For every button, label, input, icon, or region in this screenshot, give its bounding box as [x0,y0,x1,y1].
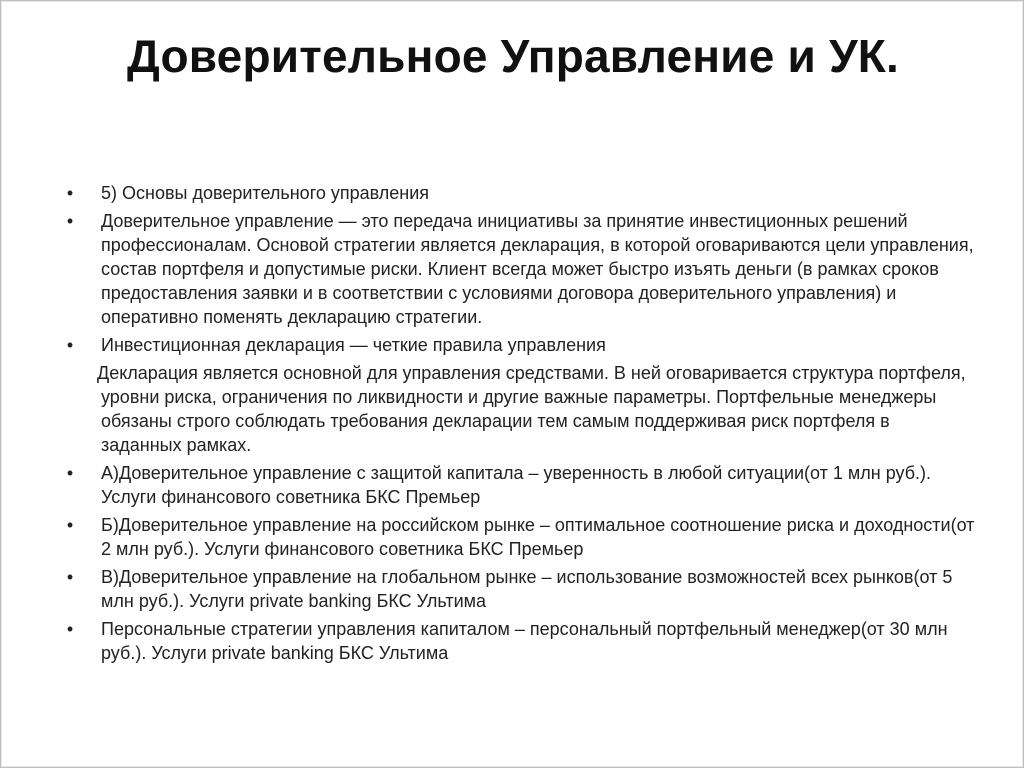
bullet-text: Инвестиционная декларация — четкие правила управления [101,335,606,355]
slide-content [63,181,975,669]
bullet-item [63,617,975,665]
bullet-icon: • [66,619,74,639]
bullet-item [63,461,975,509]
bullet-item [63,181,975,205]
bullet-text: А)Доверительное управление с защитой капитала – уверенность в любой ситуации(от 1 млн руб.). Услуги финансового советника БКС Премьер [101,463,932,507]
bullet-icon: • [66,335,74,355]
bullet-icon: • [66,211,74,231]
bullet-text: Б)Доверительное управление на российском рынке – оптимальное соотношение риска и доходности(от 2 млн руб.). Услуги финансового советника БКС Премьер [101,515,975,559]
bullet-text: В)Доверительное управление на глобальном рынке – использование возможностей всех рынков(от 5 млн руб.). Услуги private banking БКС Ультима [101,567,953,611]
bullet-item [63,333,975,357]
bullet-text: Персональные стратегии управления капиталом – персональный портфельный менеджер(от 30 млн руб.). Услуги private banking БКС Ультима [101,619,948,663]
bullet-item [63,209,975,329]
slide-title: Доверительное Управление и УК. [126,30,900,82]
paragraph-text: Декларация является основной для управления средствами. В ней оговаривается структура портфеля, уровни риска, ограничения по ликвидности и другие важные параметры. Портфельные менеджеры обязаны строго соблюдать требования декларации тем самым поддерживая риск портфеля в заданных рамках. [97,363,966,455]
declaration-paragraph [63,361,975,457]
bullet-icon: • [66,515,74,535]
bullet-icon: • [66,567,74,587]
bullet-text: 5) Основы доверительного управления [101,183,430,203]
bullet-icon: • [66,463,74,483]
bullet-item [63,565,975,613]
bullet-text: Доверительное управление — это передача инициативы за принятие инвестиционных решений профессионалам. Основой стратегии является декларация, в которой оговариваются цели управления, состав портфеля и допустимые риски. Клиент всегда может быстро изъять деньги (в рамках сроков предоставления заявки и в соответствии с условиями договора доверительного управления) и оперативно поменять декларацию стратегии. [101,211,974,327]
bullet-icon: • [66,183,74,203]
bullet-item [63,513,975,561]
